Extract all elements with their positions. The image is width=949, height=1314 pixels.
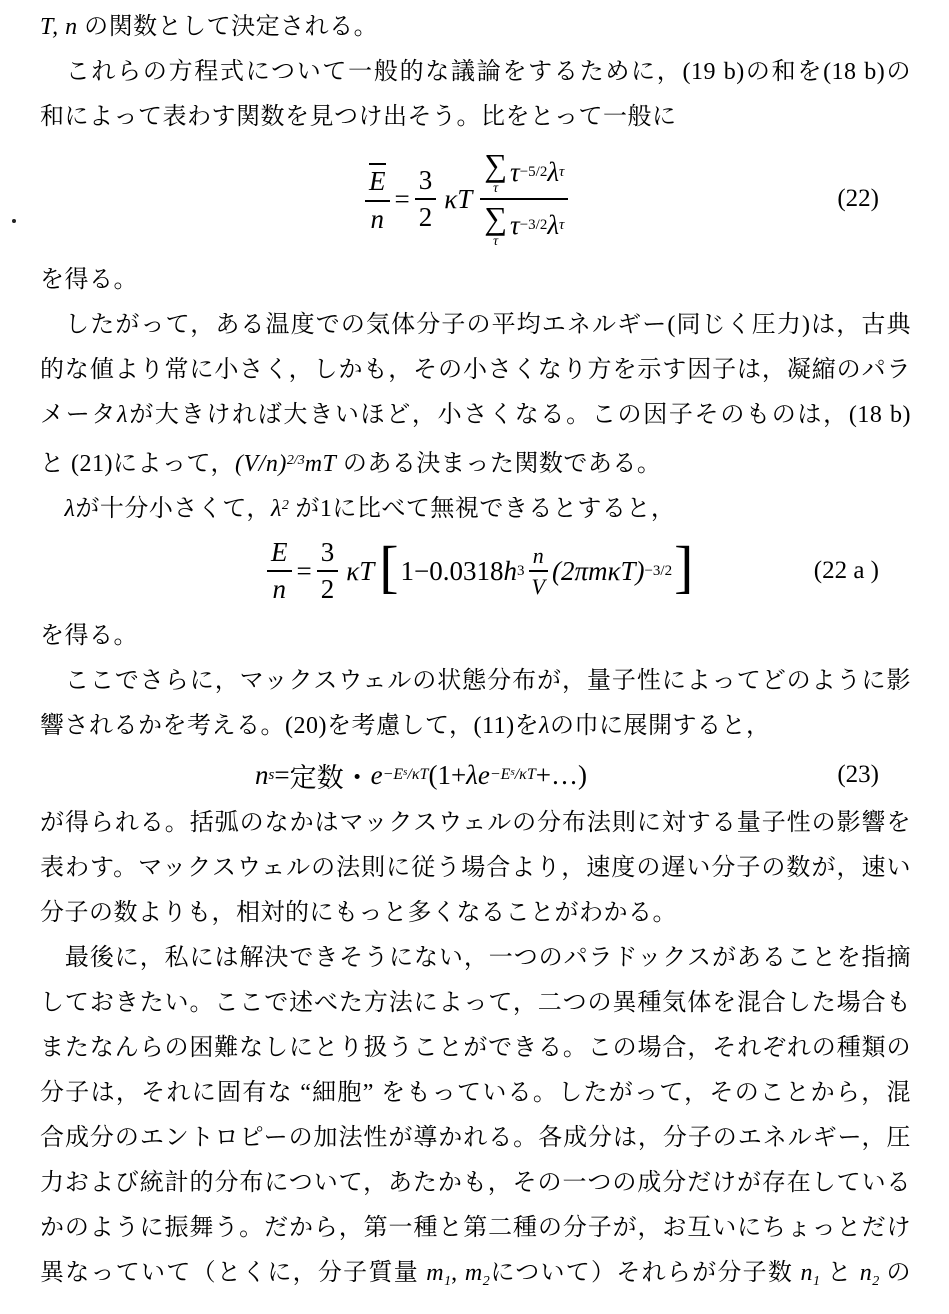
text-segment: 2: [482, 1274, 490, 1289]
text-segment: しておきたい。ここで述べた方法によって，二つの異種気体を混合した場合も: [40, 990, 911, 1016]
text-segment: が得られる。括弧のなかはマックスウェルの分布法則に対する量子性の影響を: [40, 810, 911, 836]
numerator-3: 3: [415, 165, 437, 200]
exp-superscript-s: s: [510, 766, 515, 778]
center-dot: ・: [343, 762, 371, 793]
text-line: [40, 303, 911, 348]
text-line: [40, 393, 911, 438]
text-segment: 和によって表わす関数を見つけ出そう。比をとって一般に: [40, 104, 677, 130]
n-symbol: n: [529, 543, 548, 572]
text-line: [40, 1206, 911, 1251]
text-segment: が1に比べて無視できるとすると，: [288, 496, 676, 522]
text-segment: T, n: [40, 14, 78, 40]
equation-22-content: [360, 149, 573, 249]
text-line: [40, 5, 911, 50]
exp-superscript-s: s: [403, 766, 408, 778]
lambda-symbol: λ: [547, 209, 560, 240]
n-s-symbol: n: [255, 759, 269, 790]
equation-23-number: (23): [837, 761, 879, 788]
text-segment: を得る。: [40, 623, 138, 649]
text-line: [40, 1026, 911, 1071]
tau-exponent: −5/2: [519, 163, 548, 180]
text-segment: と: [819, 1260, 860, 1286]
equals-sign: =: [394, 183, 410, 214]
text-segment: これらの方程式について一般的な議論をするために，(19 b)の和を(18 b)の: [40, 59, 911, 85]
fraction-n-V: [528, 543, 549, 600]
text-line: [40, 50, 911, 95]
kappa-T-symbol: κT: [444, 183, 473, 214]
paren-2pi-m-kappa-T: (2πmκT): [551, 555, 645, 586]
exp-minus-E: −E: [382, 766, 404, 783]
lambda-exponent: τ: [559, 163, 565, 180]
lambda-symbol: λ: [466, 759, 478, 790]
text-line: [40, 1251, 911, 1296]
text-line: [40, 614, 911, 659]
text-segment: λ: [117, 402, 129, 428]
text-segment: の: [879, 1260, 911, 1286]
text-line: [40, 258, 911, 303]
text-segment: 的な値より常に小さく，しかも，その小さくなり方を示す因子は，凝縮のパラ: [40, 357, 911, 383]
sigma-symbol: ∑: [484, 200, 508, 236]
n-superscript-s: s: [268, 766, 275, 783]
lambda-exponent: τ: [559, 216, 565, 233]
text-line: [40, 1071, 911, 1116]
text-segment: mT: [304, 451, 337, 477]
text-segment: 最後に，私には解決できそうにない，一つのパラドックスがあることを指摘: [40, 945, 911, 971]
denominator-2: 2: [418, 202, 433, 232]
text-segment: 分子は，それに固有な “細胞” をもっている。したがって，そのことから，混: [40, 1080, 911, 1106]
text-line: [40, 348, 911, 393]
exponent-1: [383, 766, 429, 784]
text-segment: について）それらが分子数: [489, 1260, 801, 1286]
sigma-symbol: ∑: [484, 147, 508, 183]
paragraph-block-1: [0, 0, 949, 140]
text-line: [40, 846, 911, 891]
text-segment: 2: [281, 498, 289, 513]
tau-symbol: τ: [510, 209, 520, 240]
n-symbol: n: [272, 574, 286, 604]
text-segment: n: [800, 1260, 813, 1286]
e-symbol: e: [477, 759, 490, 790]
text-segment: (V/n): [235, 451, 287, 477]
text-segment: [40, 496, 65, 522]
text-segment: 響されるかを考える。(20)を考慮して，(11)を: [40, 713, 540, 739]
text-segment: 1: [812, 1274, 820, 1289]
fraction-3-2: [415, 165, 437, 233]
equation-22-number: (22): [837, 185, 879, 212]
text-segment: 表わす。マックスウェルの法則に従う場合より，速度の遅い分子の数が，速い: [40, 855, 911, 881]
text-segment: 1: [444, 1274, 452, 1289]
numerator-3: 3: [317, 537, 339, 572]
sum-index-tau: τ: [493, 181, 499, 196]
paragraph-block-4: [0, 801, 949, 1296]
exp-over-kappaT: /κT: [407, 766, 429, 783]
exp-minus-E: −E: [489, 766, 511, 783]
text-segment: の巾に展開すると，: [550, 713, 771, 739]
e-symbol: e: [370, 759, 383, 790]
h-symbol: h: [503, 555, 518, 586]
text-segment: 異なっていて（とくに，分子質量: [40, 1260, 427, 1286]
paragraph-block-3: [0, 614, 949, 749]
text-line: [40, 891, 911, 936]
n-symbol: n: [370, 203, 384, 234]
text-segment: の関数として決定される。: [77, 14, 379, 40]
paren-exponent: −3/2: [644, 562, 673, 579]
sum-over-tau: [484, 149, 507, 196]
text-line: [40, 1116, 911, 1161]
fraction-Ebar-n: [365, 163, 390, 234]
equation-22a-number: (22 a ): [813, 557, 879, 584]
fraction-E-n: [267, 537, 292, 605]
open-paren-1-plus: (1+: [428, 759, 467, 790]
text-segment: またなんらの困難なしにとり扱うことができる。この場合，それぞれの種類の: [40, 1035, 911, 1061]
text-segment: 力および統計的分布について，あたかも，その一つの成分だけが存在している: [40, 1170, 911, 1196]
equals-sign: =: [274, 759, 290, 790]
text-segment: 分子の数よりも，相対的にもっと多くなることがわかる。: [40, 900, 677, 926]
equation-22a-content: $\frac{E}{n}$ = $\frac{3}{2}$ κT [ 1−0.0318 h 3 $\frac{n}{V}$ (2πmκT) −3/2 ]: [262, 537, 695, 605]
text-line: [40, 936, 911, 981]
plus-ellipsis-close: +…): [535, 759, 587, 790]
sum-over-tau: [484, 202, 507, 249]
text-segment: m: [464, 1260, 483, 1286]
text-segment: λ: [270, 496, 282, 522]
text-segment: 2: [872, 1274, 880, 1289]
text-segment: n: [859, 1260, 873, 1286]
text-segment: と (21)によって，: [40, 451, 236, 477]
text-segment: を得る。: [40, 267, 138, 293]
V-symbol: V: [531, 574, 545, 599]
E-symbol: E: [267, 537, 292, 572]
text-segment: ,: [451, 1260, 465, 1286]
lead-term: 1−0.0318: [400, 555, 504, 586]
text-segment: 2/3: [286, 453, 305, 468]
equation-22a: [0, 528, 949, 614]
equation-22: [0, 140, 949, 258]
h-exponent: 3: [517, 562, 525, 579]
text-line: [40, 704, 911, 749]
text-segment: したがって，ある温度での気体分子の平均エネルギー(同じく圧力)は，古典: [40, 312, 911, 338]
equation-23: [0, 749, 949, 801]
text-line: [40, 95, 911, 140]
lambda-symbol: λ: [547, 156, 560, 187]
text-segment: m: [426, 1260, 445, 1286]
E-bar-symbol: E: [369, 163, 386, 197]
kappa-T-symbol: κT: [346, 555, 375, 586]
text-line: [40, 438, 911, 483]
text-segment: が大きければ大きいほど，小さくなる。この因子そのものは，(18 b): [128, 402, 912, 428]
text-line: [40, 981, 911, 1026]
constant-label: 定数: [289, 762, 344, 793]
text-segment: メータ: [40, 402, 118, 428]
denominator-2: 2: [320, 574, 335, 604]
sum-index-tau: τ: [493, 234, 499, 249]
fraction-sums: [480, 149, 568, 249]
text-segment: が十分小さくて，: [75, 496, 271, 522]
text-segment: のある決まった関数である。: [336, 451, 662, 477]
text-segment: λ: [539, 713, 551, 739]
text-segment: 合成分のエントロピーの加法性が導かれる。各成分は，分子のエネルギー，圧: [40, 1125, 911, 1151]
fraction-3-2: [317, 537, 339, 605]
text-line: [40, 659, 911, 704]
text-segment: ここでさらに，マックスウェルの状態分布が，量子性によってどのように影: [40, 668, 911, 694]
exp-over-kappaT: /κT: [514, 766, 536, 783]
text-line: [40, 483, 911, 528]
text-line: [40, 801, 911, 846]
text-segment: かのように振舞う。だから，第一種と第二種の分子が，お互いにちょっとだけ: [40, 1215, 911, 1241]
exponent-2: [490, 766, 536, 784]
paragraph-block-2: [0, 258, 949, 528]
equation-23-content: [255, 756, 587, 795]
text-line: [40, 1161, 911, 1206]
text-segment: λ: [64, 496, 76, 522]
tau-exponent: −3/2: [519, 216, 548, 233]
tau-symbol: τ: [510, 156, 520, 187]
equals-sign: =: [296, 555, 312, 586]
